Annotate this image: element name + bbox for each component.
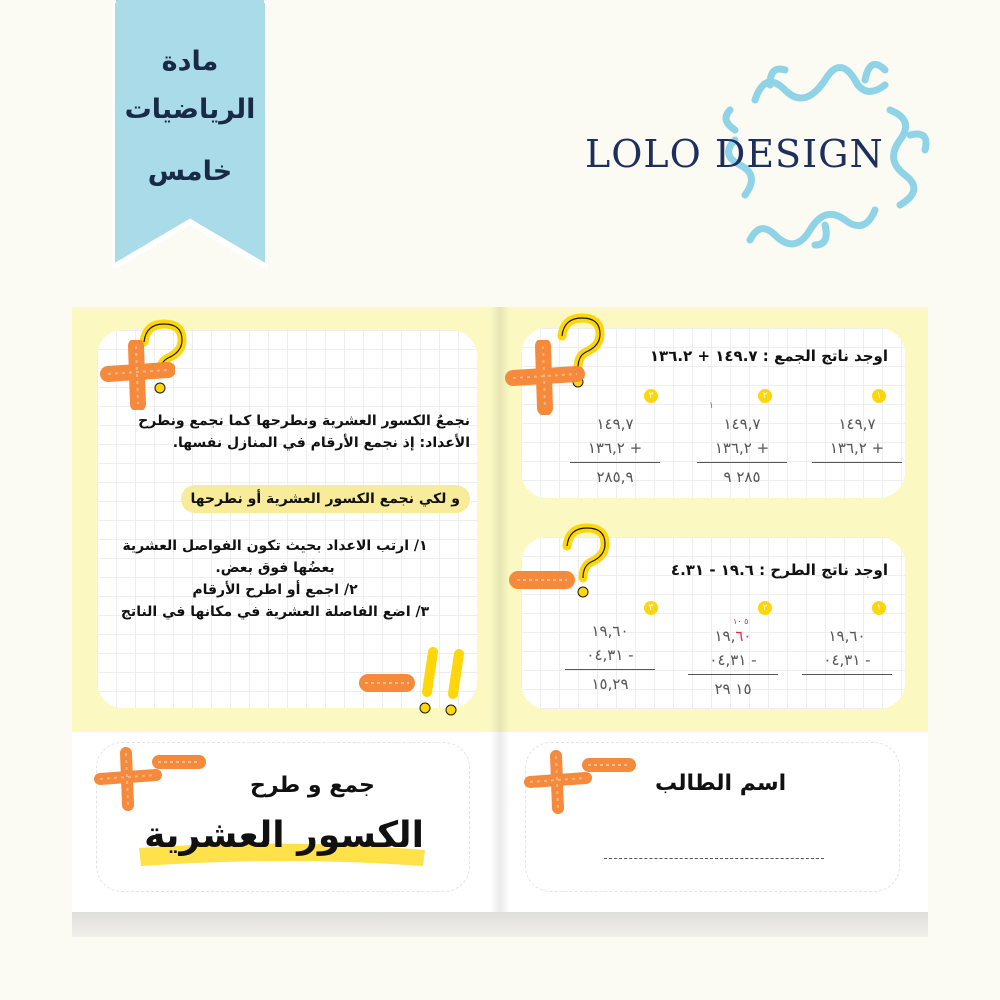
minus-icon (505, 565, 585, 595)
step-badge-3: ٣ (644, 389, 658, 403)
borrow-digits: ٥ ١٠ (733, 617, 749, 626)
student-name-label: اسم الطالب (655, 771, 787, 796)
subtraction-question: اوجد ناتج الطرح : ١٩.٦ - ٤.٣١ (670, 561, 888, 579)
step-2: ٢/ اجمع أو اطرح الأرقام (192, 582, 358, 598)
student-name-line[interactable] (604, 858, 824, 859)
operand-bottom: ٠٤,٣١ - (823, 651, 871, 669)
operand-bottom: ٠٤,٣١ - (709, 651, 757, 669)
operand-top-part: ١٩, (714, 627, 736, 645)
addition-step-2 (697, 412, 787, 489)
sum-line (697, 462, 787, 463)
carry-digit: ١ (709, 401, 714, 411)
operand-bottom: ١٣٦,٢ + (587, 439, 643, 457)
step-badge-2: ٢ (758, 601, 772, 615)
explanation-steps (100, 535, 450, 623)
operand-bottom: ١٣٦,٢ + (714, 439, 770, 457)
subject-ribbon (112, 0, 268, 268)
sum-line (812, 462, 902, 463)
result: ٢٨٥ ٩ (723, 468, 761, 486)
difference-line (565, 669, 655, 670)
addition-step-3 (570, 412, 660, 489)
exclamation-icon (355, 640, 495, 720)
addition-step-1 (812, 412, 902, 489)
ribbon-subject-name: الرياضيات (124, 94, 256, 125)
result: ١٥ ٢٩ (714, 680, 752, 698)
operand-bottom: ٠٤,٣١ - (586, 646, 634, 664)
operand-top: ١٤٩,٧ (838, 415, 876, 433)
difference-line (688, 674, 778, 675)
step-badge-3: ٣ (644, 601, 658, 615)
operand-top: ١٤٩,٧ (596, 415, 634, 433)
result: ١٥,٢٩ (591, 675, 629, 693)
operand-bottom: ١٣٦,٢ + (829, 439, 885, 457)
result: ٢٨٥,٩ (596, 468, 634, 486)
step-badge-1: ١ (872, 389, 886, 403)
step-1: ١/ ارتب الاعداد بحيث تكون الفواصل العشرية بعضُها فوق بعض. (122, 538, 428, 576)
operand-top: ١٩,٦٠ (591, 622, 629, 640)
result (812, 465, 902, 489)
subtraction-step-1 (802, 624, 892, 701)
addition-question: اوجد ناتج الجمع : ١٤٩.٧ + ١٣٦.٢ (649, 347, 888, 365)
step-3: ٣/ اضع الفاصلة العشرية في مكانها في الناتج (120, 604, 430, 620)
ribbon-grade: خامس (147, 156, 233, 187)
step-badge-1: ١ (872, 601, 886, 615)
logo-text: LOLO DESIGN (585, 132, 884, 176)
operand-top-crossed: ٦٠ (735, 627, 752, 645)
plus-icon (100, 340, 175, 410)
ribbon-subject-label: مادة (161, 46, 219, 77)
difference-line (802, 674, 892, 675)
operand-top: ١٤٩,٧ (723, 415, 761, 433)
plus-minus-icon (522, 748, 642, 818)
explanation-paragraph: نجمعُ الكسور العشرية ونطرحها كما نجمع ونطرح الأعداد: إذ نجمع الأرقام في المنازل نفسها. (138, 413, 470, 451)
cover-subtitle: جمع و طرح (250, 773, 375, 798)
plus-minus-icon (92, 745, 212, 815)
sum-line (570, 462, 660, 463)
operand-top (688, 624, 778, 648)
plus-icon (505, 340, 585, 415)
subtraction-step-3 (565, 619, 655, 696)
result (802, 677, 892, 701)
operand-top: ١٩,٦٠ (828, 627, 866, 645)
cover-title: الكسور العشرية (144, 815, 424, 856)
explanation-highlight: و لكي نجمع الكسور العشرية أو نطرحها (181, 485, 470, 513)
step-badge-2: ٢ (758, 389, 772, 403)
subtraction-step-2 (688, 624, 778, 701)
